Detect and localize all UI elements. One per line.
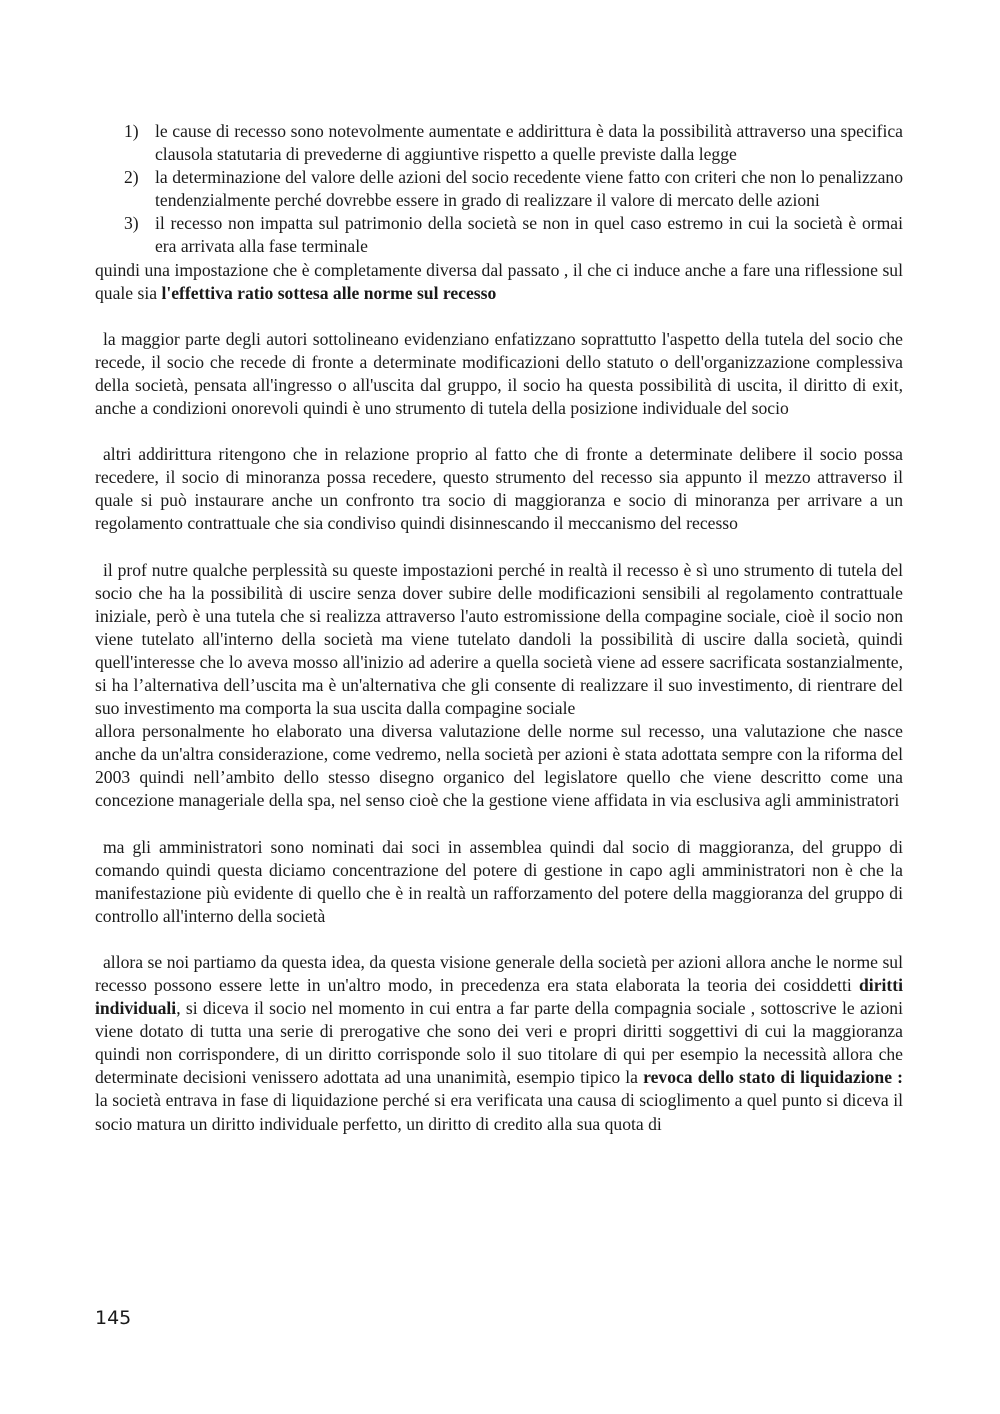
- numbered-list: [95, 120, 903, 259]
- list-number: 1): [124, 121, 139, 141]
- list-item: [95, 120, 903, 166]
- list-item-text: la determinazione del valore delle azioni del socio recedente viene fatto con criteri che non lo penalizzano tendenzialmente perché dovrebbe essere in grado di realizzare il valore di mercato delle azioni: [155, 167, 903, 211]
- paragraph: ma gli amministratori sono nominati dai soci in assemblea quindi dal socio di maggioranza, del gruppo di comando quindi questa diciamo concentrazione del potere di gestione in capo agli amministratori non è che la manifestazione più evidente di quello che è in realtà un rafforzamento del potere della maggioranza del gruppo di controllo all'interno della società: [95, 836, 903, 926]
- paragraph: [95, 951, 903, 1136]
- document-body: [95, 120, 903, 1136]
- list-item-text: le cause di recesso sono notevolmente aumentate e addirittura è data la possibilità attraverso una specifica clausola statutaria di prevederne di aggiuntive rispetto a quelle previste dalla legge: [155, 121, 903, 165]
- list-item: [95, 212, 903, 258]
- list-number: 2): [124, 167, 139, 188]
- paragraph-text: quindi una impostazione che è completamente diversa dal passato , il che ci induce anche a fare una riflessione sul quale sia: [95, 259, 903, 303]
- paragraph: altri addirittura ritengono che in relazione proprio al fatto che di fronte a determinate delibere il socio possa recedere, il socio di minoranza possa recedere, questo strumento del recesso sia appunto il mezzo attraverso il quale si può instaurare anche un confronto tra socio di maggioranza e socio di minoranza per arrivare a un regolamento contrattuale che sia condiviso quindi disinnescando il meccanismo del recesso: [95, 444, 903, 534]
- paragraph: la maggior parte degli autori sottolineano evidenziano enfatizzano soprattutto l'aspetto della tutela del socio che recede, il socio che recede di fronte a determinate modificazioni dello statuto o dell'organizzazione complessiva della società, pensata all'ingresso o all'uscita dal gruppo, il socio ha questa possibilità di uscita, il diritto di exit, anche a condizioni onorevoli quindi è uno strumento di tutela della posizione individuale del socio: [95, 328, 903, 419]
- paragraph: [95, 259, 903, 305]
- list-number: 3): [124, 213, 139, 234]
- paragraph: il prof nutre qualche perplessità su queste impostazioni perché in realtà il recesso è sì uno strumento di tutela del socio che ha la possibilità di uscire senza dover subire delle modificazioni sensibili al regolamento contrattuale iniziale, però è una tutela che si realizza attraverso l'auto estromissione della compagine sociale, cioè il socio non viene tutelato all'interno della società ma viene tutelato dandoli la possibilità di uscire dalla società, quindi quell'interesse che lo aveva mosso all'inizio ad aderire a quella società viene ad essere sacrificata sostanzialmente, si ha l’alternativa dell’uscita ma è un'alternativa che gli consente di realizzare il suo investimento, di rientrare del suo investimento ma comporta la sua uscita dalla compagine sociale: [95, 559, 903, 719]
- page-number: 145: [95, 1307, 132, 1329]
- list-item: [95, 166, 903, 212]
- bold-phrase: diritti individuali: [95, 975, 903, 1019]
- paragraph-text: allora se noi partiamo da questa idea, da questa visione generale della società per azioni allora anche le norme sul recesso possono essere lette in un'altro modo, in precedenza era stata elaborata la teoria dei cosiddetti: [95, 951, 903, 995]
- bold-phrase: revoca dello stato di liquidazione :: [643, 1067, 903, 1088]
- paragraph-text: la società entrava in fase di liquidazione perché si era verificata una causa di scioglimento a quel punto si diceva il socio matura un diritto individuale perfetto, un diritto di credito alla sua quota di: [95, 1090, 903, 1134]
- list-item-text: il recesso non impatta sul patrimonio della società se non in quel caso estremo in cui la società è ormai era arrivata alla fase terminale: [155, 213, 903, 257]
- paragraph: allora personalmente ho elaborato una diversa valutazione delle norme sul recesso, una valutazione che nasce anche da un'altra considerazione, come vedremo, nella società per azioni è stata adottata sempre con la riforma del 2003 quindi nell’ambito dello stesso disegno organico del legislatore quello che viene descritto come una concezione manageriale della spa, nel senso cioè che la gestione viene affidata in via esclusiva agli amministratori: [95, 721, 903, 811]
- bold-phrase: l'effettiva ratio sottesa alle norme sul recesso: [161, 282, 497, 303]
- paragraph-text: , si diceva il socio nel momento in cui entra a far parte della compagnia sociale , sottoscrive le azioni viene dotato di tutta una serie di prerogative che sono dei veri e propri diritti soggettivi di cui la maggioranza quindi non corrispondere, di un diritto corrisponde solo il suo titolare di qui per esempio la necessità allora che determinate decisioni venissero adottata ad una unanimità, esempio tipico la: [95, 998, 903, 1088]
